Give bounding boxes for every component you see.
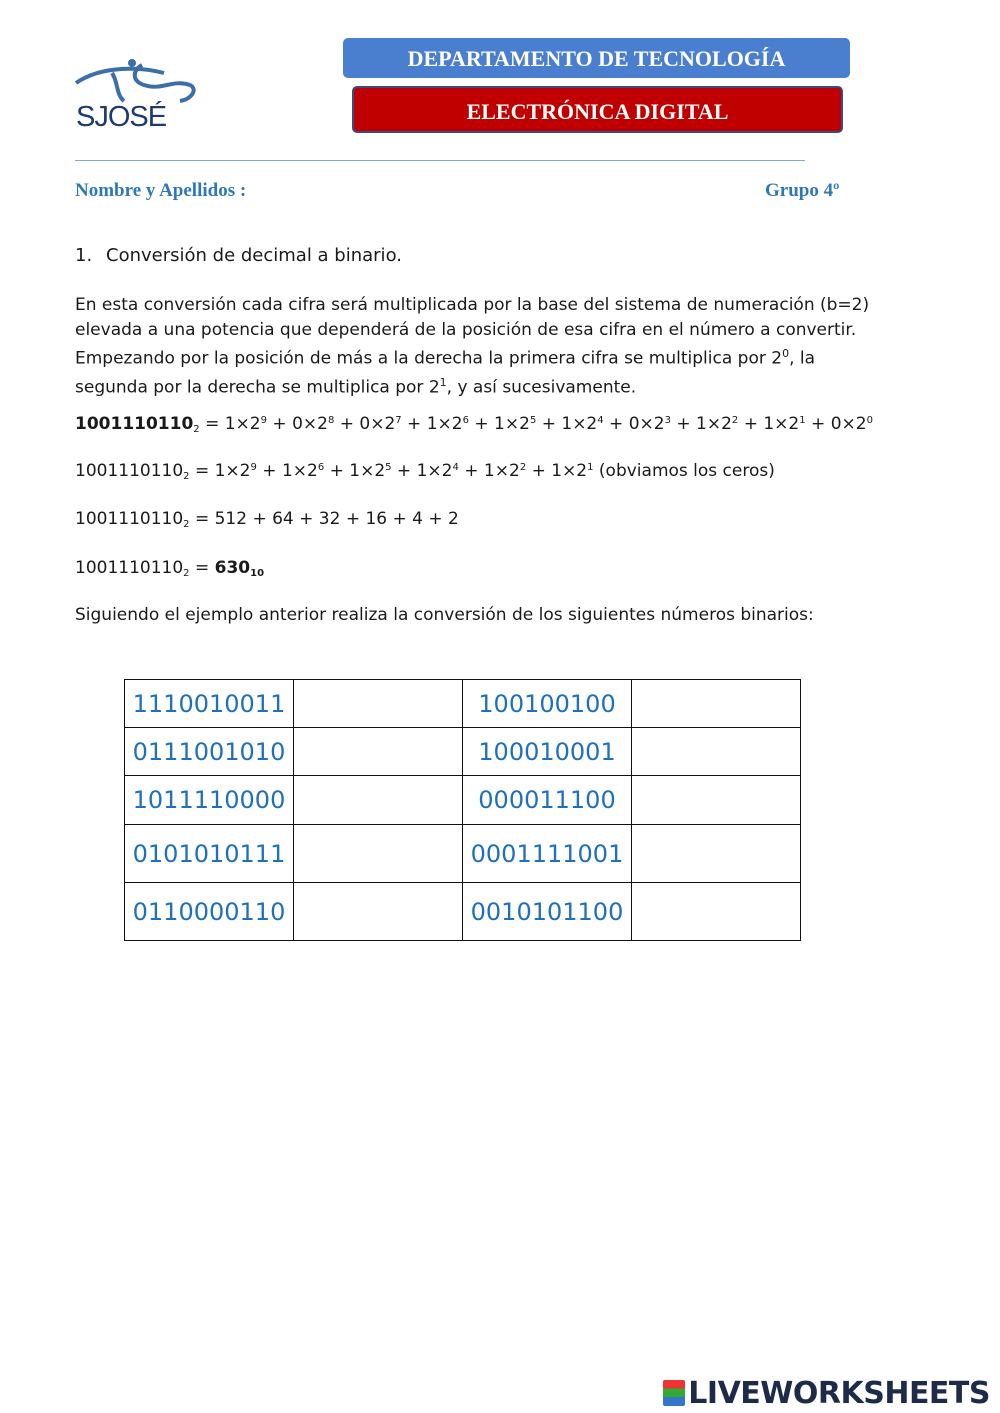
expansion-term: $1\times 2^1$ [551, 461, 594, 481]
equation-nonzero-terms: $1001110110_2 = 1\times 2^9 + 1\times 2^6 + 1\times 2^5 + 1\times 2^4 + 1\times 2^2 + 1\times 2^1$ (obviamos los ceros) [75, 461, 775, 482]
intro-paragraph [75, 293, 879, 400]
equation-sum: $1001110110_2 = 512 + 64 + 32 + 16 + 4 + 2$ [75, 509, 459, 530]
liveworksheets-logo: LIVEWORKSHEETS [663, 1376, 990, 1411]
school-logo [72, 55, 207, 137]
answer-cell[interactable] [294, 680, 463, 728]
expansion-term: $1\times 2^5$ [349, 461, 392, 481]
expansion-term: $1\times 2^5$ [494, 414, 537, 434]
answer-cell[interactable] [632, 776, 801, 825]
expansion-term: $1\times 2^9$ [224, 414, 267, 434]
binary-cell: 0001111001 [463, 825, 632, 883]
instruction-text: Siguiendo el ejemplo anterior realiza la conversión de los siguientes números binarios: [75, 605, 814, 625]
answer-cell[interactable] [632, 883, 801, 941]
equation-result: $1001110110_2 = 630_{10}$ [75, 558, 265, 579]
binary-number: 1001110110 [75, 414, 194, 434]
table-row [125, 728, 801, 776]
expansion-term: $0\times 2^0$ [830, 414, 873, 434]
exercise-table [124, 679, 801, 941]
expansion-term: $1\times 2^6$ [426, 414, 469, 434]
section-heading [75, 245, 402, 266]
expansion-term: $1\times 2^1$ [763, 414, 806, 434]
expansion-term: $1\times 2^2$ [483, 461, 527, 481]
expansion-term: $1\times 2^6$ [281, 461, 325, 481]
expansion-term: $0\times 2^3$ [628, 414, 671, 434]
equation-full-expansion: $1001110110_2 = 1\times 2^9 + 0\times 2^8 + 0\times 2^7 + 1\times 2^6 + 1\times 2^5 + 1\times 2^4 + 0\times 2^3 + 1\times 2^2 + 1\times 2^1 + 0\times 2^0$ [75, 414, 873, 435]
group-label: Grupo 4º [765, 180, 840, 201]
paragraph-line: Empezando por la posición de más a la derecha la primera cifra se multiplica por $2^0$, la [75, 347, 816, 369]
answer-cell[interactable] [632, 825, 801, 883]
answer-cell[interactable] [294, 728, 463, 776]
binary-number: 1001110110 [75, 461, 184, 481]
table-row [125, 680, 801, 728]
equation-note: (obviamos los ceros) [598, 461, 775, 481]
paragraph-line: elevada a una potencia que dependerá de la posición de esa cifra en el número a convertir. [75, 319, 857, 340]
paragraph-line: segunda por la derecha se multiplica por $2^1$, y así sucesivamente. [75, 376, 637, 398]
answer-cell[interactable] [632, 680, 801, 728]
table-row [125, 883, 801, 941]
expansion-term: $0\times 2^7$ [359, 414, 402, 434]
header-divider [75, 160, 805, 161]
expansion-term: $1\times 2^4$ [561, 414, 604, 434]
answer-cell[interactable] [294, 776, 463, 825]
binary-cell: 100100100 [463, 680, 632, 728]
binary-cell: 000011100 [463, 776, 632, 825]
section-number: 1. [75, 245, 93, 266]
binary-cell: 0110000110 [125, 883, 294, 941]
expansion-term: $0\times 2^8$ [292, 414, 335, 434]
binary-cell: 100010001 [463, 728, 632, 776]
answer-cell[interactable] [632, 728, 801, 776]
binary-cell: 0101010111 [125, 825, 294, 883]
table-row [125, 776, 801, 825]
paragraph-line: En esta conversión cada cifra será multiplicada por la base del sistema de numeración (b=2) [75, 295, 870, 315]
binary-cell: 1011110000 [125, 776, 294, 825]
liveworksheets-badge-icon [663, 1380, 685, 1406]
subject-banner: ELECTRÓNICA DIGITAL [352, 86, 843, 133]
binary-cell: 0111001010 [125, 728, 294, 776]
binary-cell: 0010101100 [463, 883, 632, 941]
binary-cell: 1110010011 [125, 680, 294, 728]
expansion-term: $1\times 2^9$ [214, 461, 257, 481]
answer-cell[interactable] [294, 883, 463, 941]
result-value: 630 [214, 558, 251, 578]
table-row [125, 825, 801, 883]
expansion-term: $1\times 2^4$ [416, 461, 459, 481]
expansion-term: $1\times 2^2$ [696, 414, 739, 434]
logo-text: SJOSÉ [76, 101, 167, 133]
department-banner: DEPARTAMENTO DE TECNOLOGÍA [343, 38, 850, 78]
answer-cell[interactable] [294, 825, 463, 883]
name-label: Nombre y Apellidos : [75, 180, 247, 201]
section-title: Conversión de decimal a binario. [106, 245, 402, 266]
